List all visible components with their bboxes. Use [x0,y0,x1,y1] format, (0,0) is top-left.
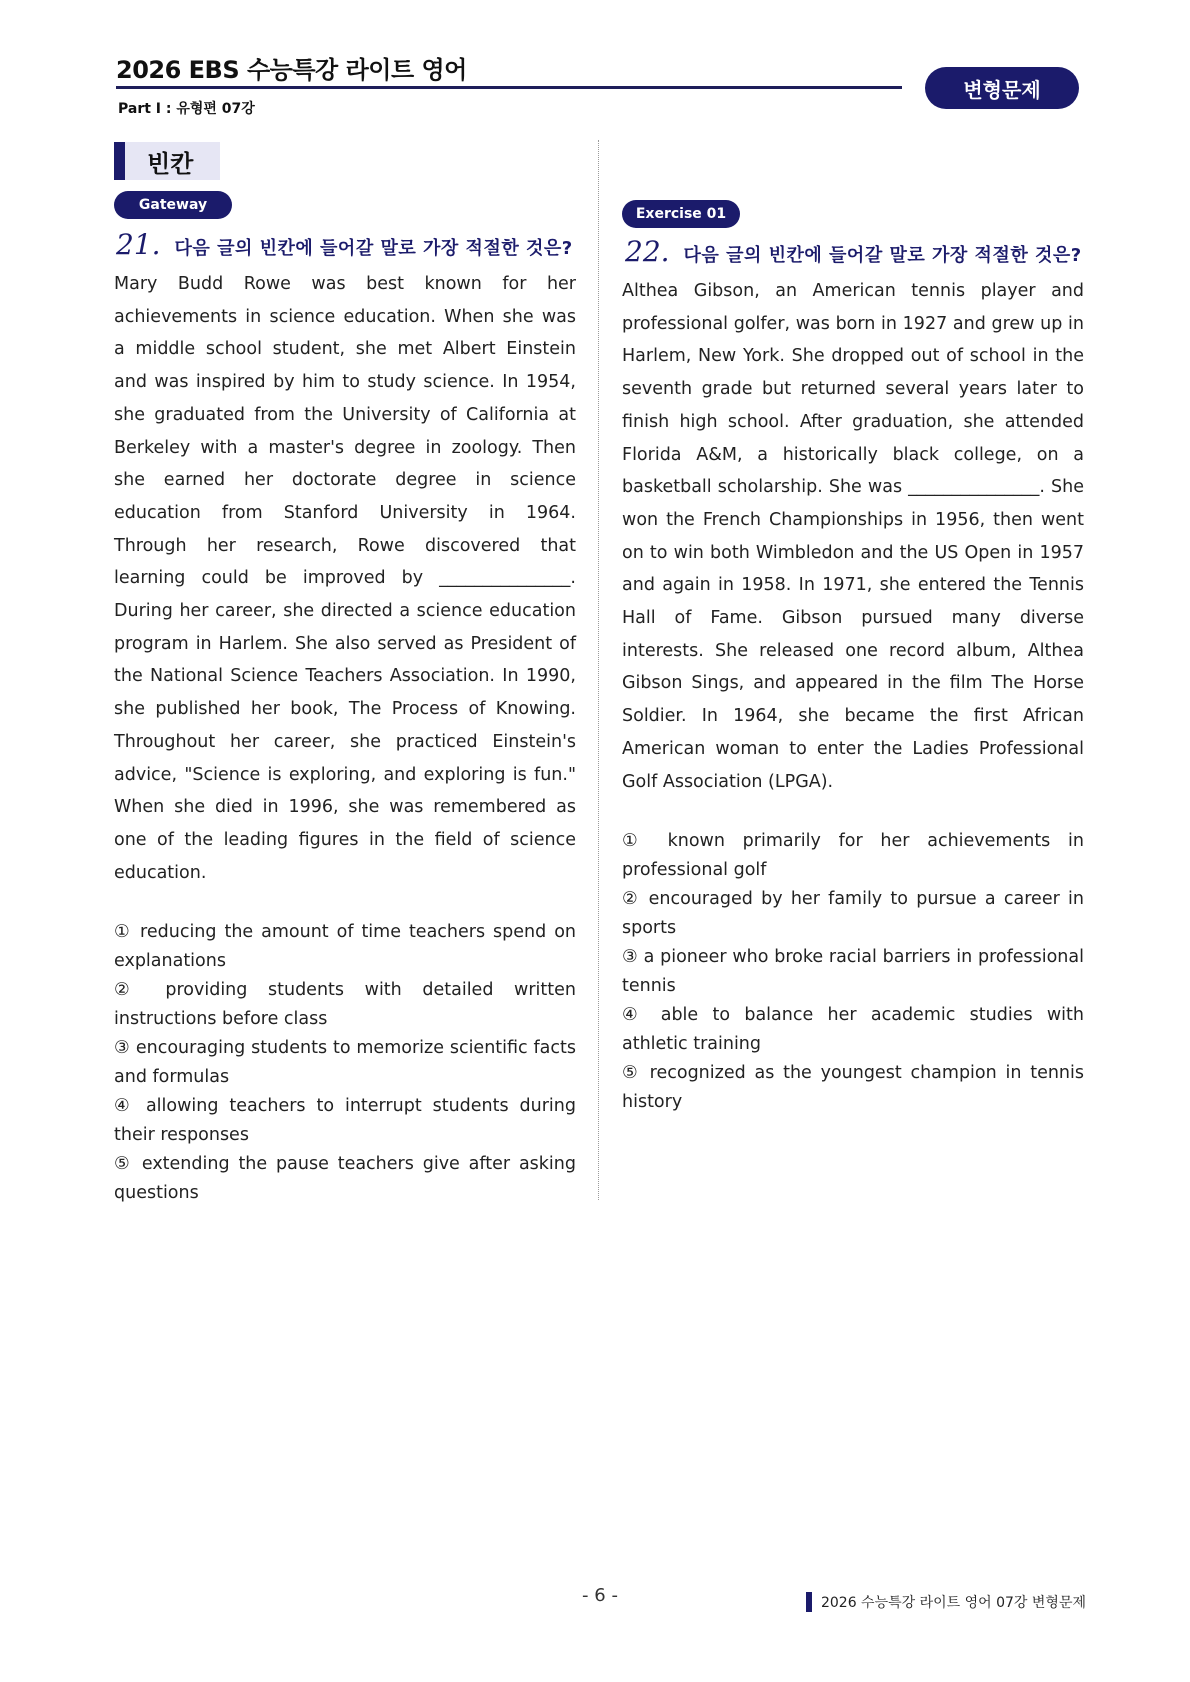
page-footer [806,1592,1086,1612]
exercise-tag: Exercise 01 [622,200,740,228]
question-number: 21. [116,228,161,261]
footer-bar [806,1592,812,1612]
answer-options [622,827,1084,1117]
section-heading-label: 빈칸 [147,149,194,178]
question-prompt: 다음 글의 빈칸에 들어갈 말로 가장 적절한 것은? [174,238,573,259]
document-title: 2026 EBS 수능특강 라이트 영어 [116,56,467,84]
footer-text: 2026 수능특강 라이트 영어 07강 변형문제 [820,1595,1086,1611]
answer-option-5[interactable]: ⑤ extending the pause teachers give after asking questions [114,1154,576,1204]
column-divider [598,140,599,1200]
document-subtitle: Part Ⅰ : 유형편 07강 [118,101,255,117]
question-number: 22. [625,235,670,268]
section-heading [114,142,220,180]
question-21-heading [116,228,573,261]
answer-option-2[interactable]: ② encouraged by her family to pursue a career in sports [622,889,1084,939]
answer-option-4[interactable]: ④ allowing teachers to interrupt students during their responses [114,1096,576,1146]
answer-option-3[interactable]: ③ a pioneer who broke racial barriers in professional tennis [622,947,1084,997]
section-heading-bar [114,142,125,180]
header-divider [116,86,902,89]
gateway-tag: Gateway [114,191,232,219]
question-22-heading [625,235,1082,268]
question-22-body [622,275,1084,1117]
question-21-body [114,268,576,1208]
page-number: - 6 - [582,1585,618,1606]
passage-text: Althea Gibson, an American tennis player and professional golfer, was born in 1927 and grew up in Harlem, New York. She dropped out of school in the seventh grade but returned several years later to finish high school. After graduation, she attended Florida A&M, a historically black college, on a basketball scholarship. She was _______________. She won the French Championships in 1956, then went on to win both Wimbledon and the US Open in 1957 and again in 1958. In 1971, she entered the Tennis Hall of Fame. Gibson pursued many diverse interests. She released one record album, Althea Gibson Sings, and appeared in the film The Horse Soldier. In 1964, she became the first African American woman to enter the Ladies Professional Golf Association (LPGA). [622,281,1084,792]
answer-option-2[interactable]: ② providing students with detailed written instructions before class [114,980,576,1030]
answer-option-1[interactable]: ① reducing the amount of time teachers spend on explanations [114,922,576,972]
passage-text: Mary Budd Rowe was best known for her achievements in science education. When she was a middle school student, she met Albert Einstein and was inspired by him to study science. In 1954, she graduated from the University of California at Berkeley with a master's degree in zoology. Then she earned her doctorate degree in science education from Stanford University in 1964. Through her research, Rowe discovered that learning could be improved by _______________. During her career, she directed a science education program in Harlem. She also served as President of the National Science Teachers Association. In 1990, she published her book, The Process of Knowing. Throughout her career, she practiced Einstein's advice, "Science is exploring, and exploring is fun." When she died in 1996, she was remembered as one of the leading figures in the field of science education. [114,274,576,883]
question-prompt: 다음 글의 빈칸에 들어갈 말로 가장 적절한 것은? [683,245,1082,266]
type-badge: 변형문제 [925,67,1079,109]
answer-option-1[interactable]: ① known primarily for her achievements in professional golf [622,831,1084,881]
answer-option-3[interactable]: ③ encouraging students to memorize scientific facts and formulas [114,1038,576,1088]
answer-options [114,918,576,1208]
answer-option-5[interactable]: ⑤ recognized as the youngest champion in tennis history [622,1063,1084,1113]
answer-option-4[interactable]: ④ able to balance her academic studies with athletic training [622,1005,1084,1055]
